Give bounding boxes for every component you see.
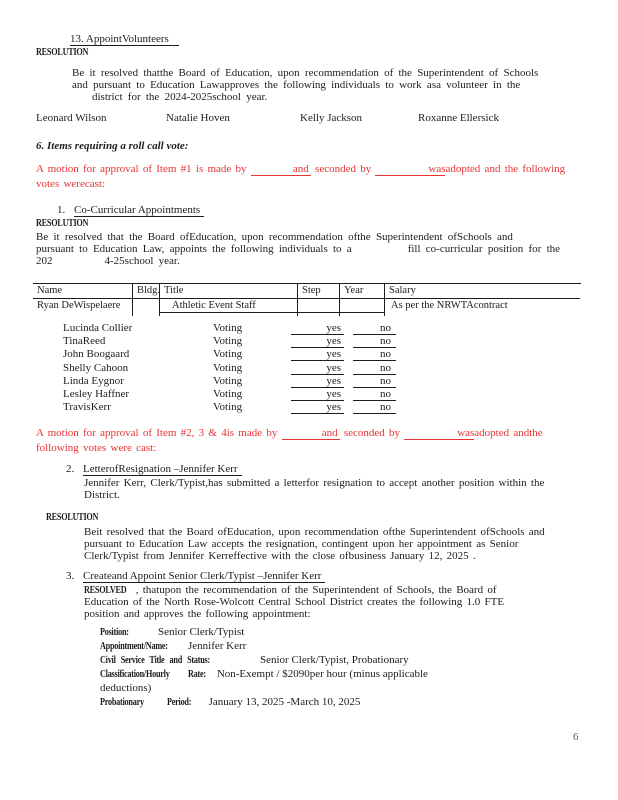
- member-name: TinaReed: [63, 335, 106, 348]
- mover-blank: and: [251, 164, 311, 176]
- col-header-salary: Salary: [385, 284, 580, 299]
- no-blank: no: [353, 389, 396, 401]
- cell-bldg: [133, 299, 160, 316]
- cell-year: [340, 299, 385, 316]
- no-blank: no: [353, 402, 396, 414]
- resolution-label-text: RESOLUTION: [46, 512, 99, 523]
- page-number: 6: [573, 731, 579, 743]
- resolution-label-text: RESOLUTION: [36, 47, 89, 58]
- table-header-row: [33, 284, 581, 299]
- body-line: Be it resolved that the Board ofEducation, upon recommendation ofthe Superintendent ofSchools and: [36, 231, 513, 243]
- yes-blank: yes: [291, 323, 344, 335]
- col-header-title: Title: [160, 284, 298, 299]
- voting-label: Voting: [213, 401, 243, 414]
- volunteer-names-row: [0, 112, 618, 126]
- yes-blank: yes: [291, 336, 344, 348]
- roll-call-heading: 6. Items requiring a roll call vote:: [36, 140, 189, 152]
- cell-salary: As per the NRWTAcontract: [391, 300, 508, 311]
- voting-row: [0, 348, 618, 361]
- body-line: pursuant to Education Law, appoints the following individuals to a: [36, 243, 352, 255]
- motion-text: seconded by: [343, 427, 401, 439]
- detail-value: Non-Exempt / $2090per hour (minus applicable: [216, 668, 428, 680]
- no-blank: no: [353, 336, 396, 348]
- detail-label: Classification/Hourly: [100, 669, 170, 680]
- yes-blank: yes: [291, 402, 344, 414]
- voting-row: [0, 375, 618, 388]
- col-header-year: Year: [340, 284, 385, 299]
- body-line: fill co-curricular position for the: [407, 243, 561, 255]
- no-blank: no: [353, 363, 396, 375]
- motion-text: adopted andthe: [474, 427, 543, 439]
- body-line: , thatupon the recommendation of the Superintendent of Schools, the Board of: [135, 584, 497, 596]
- voting-label: Voting: [213, 387, 243, 400]
- voting-row: [0, 388, 618, 401]
- item3-title: Createand Appoint Senior Clerk/Typist –Jennifer Kerr: [83, 570, 325, 583]
- body-line: position and approves the following appointment:: [84, 608, 311, 620]
- voting-row: [0, 322, 618, 335]
- voting-row: [0, 401, 618, 414]
- seconder-blank: was: [375, 164, 445, 176]
- detail-label: Period:: [167, 697, 192, 708]
- voting-row: [0, 335, 618, 348]
- section-13-body: [72, 67, 538, 103]
- detail-label: Civil Service Title and Status:: [100, 655, 210, 666]
- voting-label: Voting: [213, 374, 243, 387]
- motion-item1: [36, 163, 581, 190]
- cell-name: Ryan DeWispelaere: [33, 299, 133, 316]
- detail-value: January 13, 2025 -March 10, 2025: [208, 696, 361, 708]
- detail-row-appointment-name: [100, 640, 428, 654]
- detail-label: Appointment/Name:: [100, 641, 168, 652]
- voting-row: [0, 362, 618, 375]
- detail-label: Position:: [100, 627, 129, 638]
- voting-list: [0, 322, 618, 414]
- member-name: Linda Eygnor: [63, 374, 124, 387]
- body-line: District.: [84, 489, 120, 501]
- yes-blank: yes: [291, 389, 344, 401]
- item1-title: Co-Curricular Appointments: [74, 204, 204, 217]
- col-header-bldg: Bldg.: [133, 284, 160, 299]
- motion-text: A motion for approval of Item #2, 3 & 4is made by: [36, 427, 278, 439]
- body-line: Jennifer Kerr, Clerk/Typist,has submitted a letterfor resignation to accept another position within the: [84, 477, 545, 489]
- motion-items234: [36, 427, 581, 454]
- voting-label: Voting: [213, 348, 243, 361]
- table-row: [33, 299, 581, 316]
- body-line: Education of the North Rose-Wolcott Central School District creates the following 1.0 FTE: [84, 596, 505, 608]
- col-header-name: Name: [33, 284, 133, 299]
- detail-value: Jennifer Kerr: [188, 640, 247, 652]
- member-name: Lesley Haffner: [63, 387, 130, 400]
- item2-resolution-body: [84, 526, 584, 562]
- voting-label: Voting: [213, 335, 243, 348]
- item-number: 2.: [66, 463, 75, 475]
- detail-label: Rate:: [188, 669, 206, 680]
- item-number: 3.: [66, 570, 75, 582]
- detail-row-classification: [100, 668, 428, 682]
- item1-body: [36, 231, 584, 267]
- volunteer-name: Roxanne Ellersick: [418, 112, 499, 124]
- cell-step: [298, 299, 340, 316]
- body-line: 202: [36, 255, 53, 267]
- item2-heading: [66, 463, 242, 476]
- no-blank: no: [353, 323, 396, 335]
- item1-heading: [57, 204, 204, 217]
- motion-text: adopted and the following: [445, 163, 566, 175]
- resolution-label-3: [46, 512, 110, 523]
- mover-blank: and: [282, 428, 340, 440]
- member-name: John Boogaard: [63, 348, 130, 361]
- volunteer-name: Natalie Hoven: [166, 112, 230, 124]
- col-header-step: Step: [298, 284, 340, 299]
- detail-row-probationary: [100, 696, 428, 710]
- detail-value: Senior Clerk/Typist, Probationary: [260, 654, 409, 666]
- member-name: Lucinda Collier: [63, 322, 133, 334]
- item3-heading: [66, 570, 325, 583]
- body-line: Be it resolved thatthe Board of Education, upon recommendation of the Superintendent of Schools: [72, 67, 539, 79]
- body-line: pursuant to Education Law accepts the resignation, contingent upon her appointment as Senior: [84, 538, 519, 550]
- voting-label: Voting: [213, 322, 243, 334]
- no-blank: no: [353, 376, 396, 388]
- motion-text: following votes were cast:: [36, 442, 157, 454]
- detail-row-civil-service: [100, 654, 428, 668]
- appointment-details: [100, 626, 428, 710]
- detail-row-deductions: [100, 682, 428, 696]
- detail-value: Senior Clerk/Typist: [158, 626, 245, 638]
- motion-text: votes werecast:: [36, 178, 105, 190]
- detail-row-position: [100, 626, 428, 640]
- item3-body: [84, 584, 584, 620]
- body-line: Beit resolved that the Board ofEducation, upon recommendation ofthe Superintendent ofSchools and: [84, 526, 545, 538]
- volunteer-name: Leonard Wilson: [36, 112, 107, 124]
- volunteer-name: Kelly Jackson: [300, 112, 363, 124]
- resolved-label: RESOLVED: [84, 585, 127, 596]
- motion-text: A motion for approval of Item #1 is made by: [36, 163, 247, 175]
- yes-blank: yes: [291, 363, 344, 375]
- yes-blank: yes: [291, 376, 344, 388]
- yes-blank: yes: [291, 349, 344, 361]
- member-name: TravisKerr: [63, 401, 111, 414]
- section-13-heading: [70, 33, 179, 46]
- no-blank: no: [353, 349, 396, 361]
- resolution-label-text: RESOLUTION: [36, 218, 89, 229]
- body-line: 4-25school year.: [104, 255, 180, 267]
- resolution-label-1: [36, 47, 100, 58]
- body-line: district for the 2024-2025school year.: [92, 91, 268, 103]
- detail-value: deductions): [100, 682, 152, 694]
- item2-body: [84, 477, 584, 501]
- appoint-volunteers-title: 13. AppointVolunteers: [70, 33, 179, 46]
- item2-title: LetterofResignation –Jennifer Kerr: [83, 463, 242, 476]
- member-name: Shelly Cahoon: [63, 361, 129, 374]
- seconder-blank: was: [404, 428, 474, 440]
- item-number: 1.: [57, 204, 66, 216]
- appointments-table: [33, 283, 581, 316]
- resolution-label-2: [36, 218, 100, 229]
- detail-label: Probationary: [100, 697, 144, 708]
- cell-title: Athletic Event Staff: [160, 299, 298, 316]
- body-line: and pursuant to Education Lawapproves the following individuals to work asa volunteer in the: [72, 79, 521, 91]
- voting-label: Voting: [213, 361, 243, 374]
- body-line: Clerk/Typist from Jennifer Kerreffective with the close ofbusiness January 12, 2025 .: [84, 550, 476, 562]
- motion-text: seconded by: [315, 163, 372, 175]
